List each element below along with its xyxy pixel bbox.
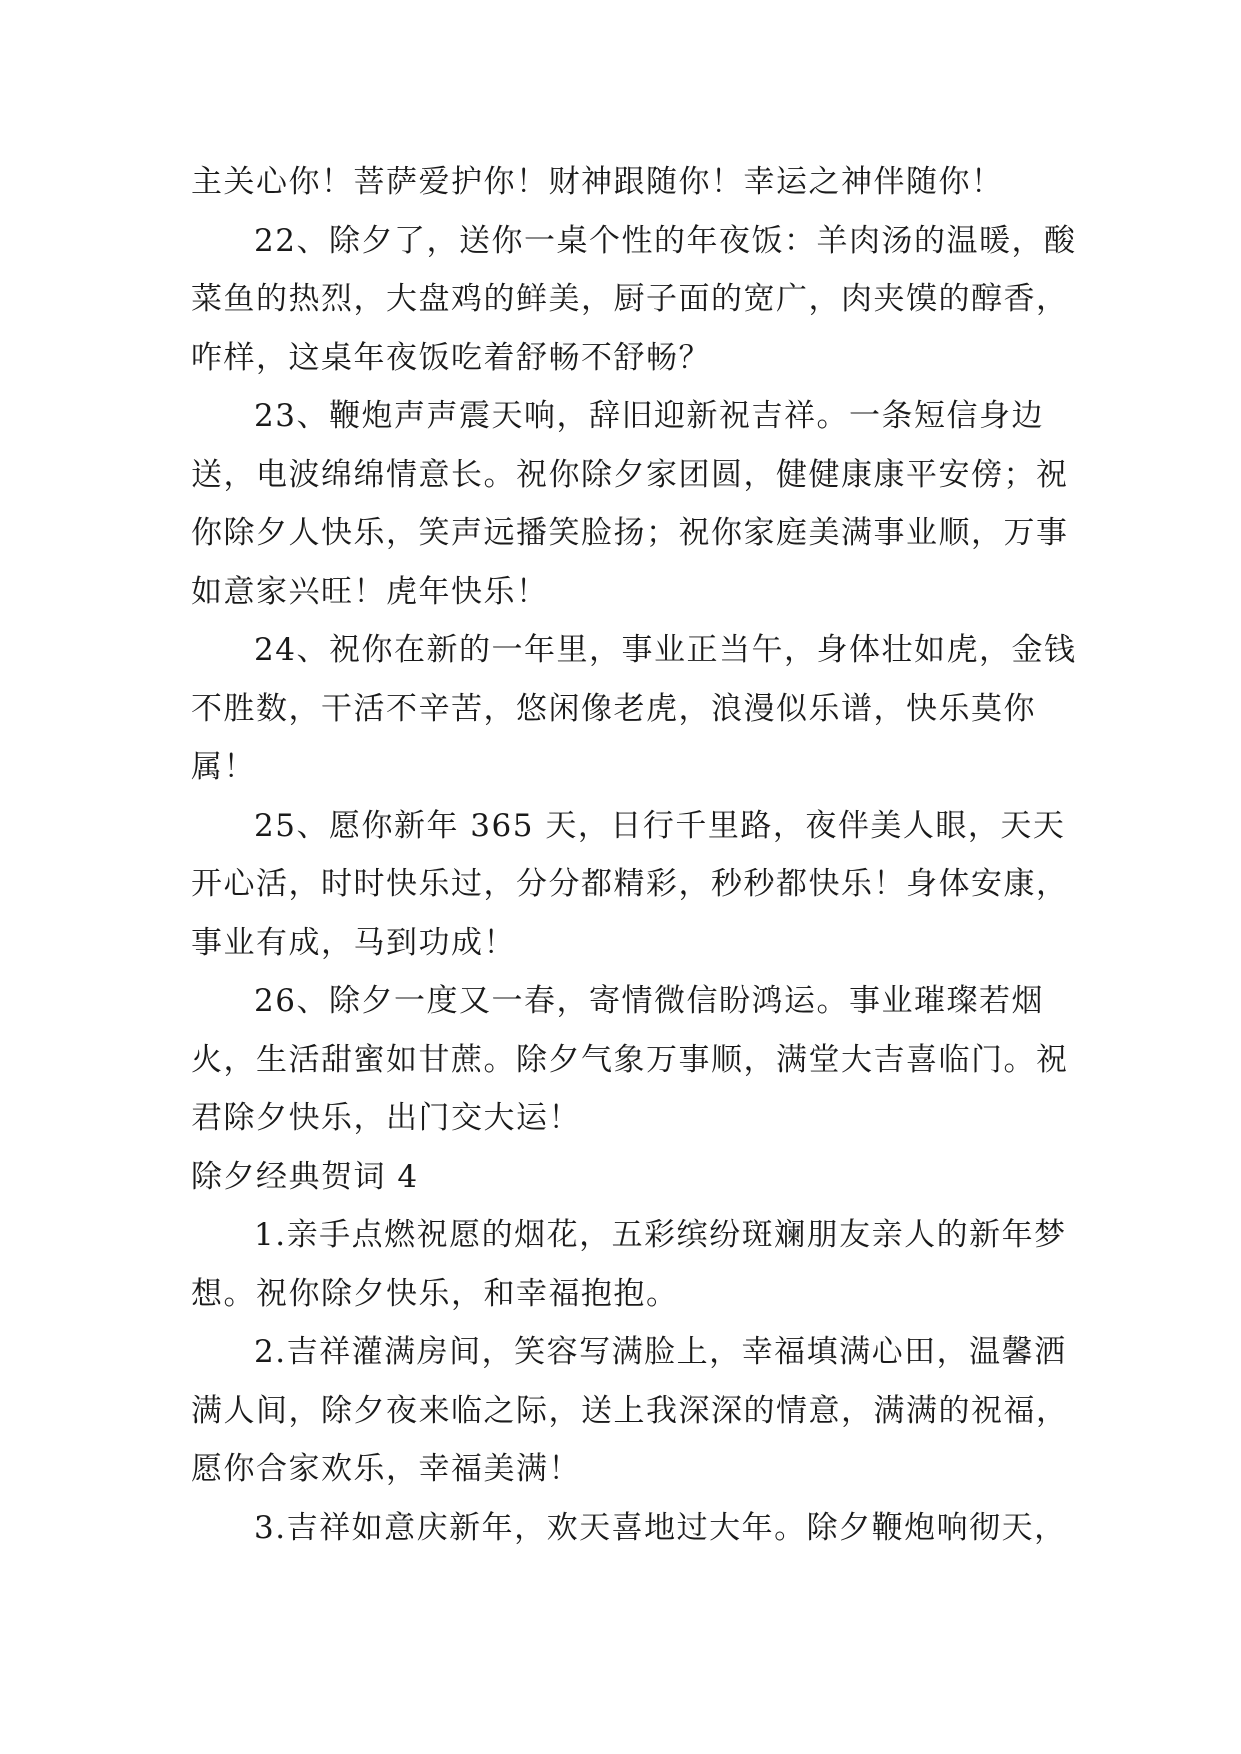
paragraph-item-25: 25、愿你新年 365 天，日行千里路，夜伴美人眼，天天开心活，时时快乐过，分分都精彩，秒秒都快乐！身体安康，事业有成，马到功成！ bbox=[191, 807, 1069, 961]
paragraph-item-2: 2.吉祥灌满房间，笑容写满脸上，幸福填满心田，温馨洒满人间，除夕夜来临之际，送上我深深的情意，满满的祝福，愿你合家欢乐，幸福美满！ bbox=[191, 1334, 1069, 1487]
paragraph-item-22: 22、除夕了，送你一桌个性的年夜饭：羊肉汤的温暖，酸菜鱼的热烈，大盘鸡的鲜美，厨子面的宽广，肉夹馍的醇香，咋样，这桌年夜饭吃着舒畅不舒畅？ bbox=[191, 222, 1077, 376]
paragraph-item-26: 26、除夕一度又一春，寄情微信盼鸿运。事业璀璨若烟火，生活甜蜜如甘蔗。除夕气象万事顺，满堂大吉喜临门。祝君除夕快乐，出门交大运！ bbox=[191, 983, 1069, 1136]
document-body bbox=[191, 153, 1081, 1557]
paragraph-item-3: 3.吉祥如意庆新年，欢天喜地过大年。除夕鞭炮响彻天， bbox=[254, 1509, 1067, 1546]
section-heading: 除夕经典贺词 4 bbox=[191, 1158, 419, 1195]
paragraph-item-23: 23、鞭炮声声震天响，辞旧迎新祝吉祥。一条短信身边送，电波绵绵情意长。祝你除夕家团圆，健健康康平安傍；祝你除夕人快乐，笑声远播笑脸扬；祝你家庭美满事业顺，万事如意家兴旺！虎年快乐！ bbox=[191, 398, 1069, 610]
paragraph-continuation: 主关心你！菩萨爱护你！财神跟随你！幸运之神伴随你！ bbox=[191, 164, 1004, 200]
paragraph-item-24: 24、祝你在新的一年里，事业正当午，身体壮如虎，金钱不胜数，干活不辛苦，悠闲像老虎，浪漫似乐谱，快乐莫你属！ bbox=[191, 632, 1077, 785]
paragraph-item-1: 1.亲手点燃祝愿的烟花，五彩缤纷斑斓朋友亲人的新年梦想。祝你除夕快乐，和幸福抱抱。 bbox=[191, 1217, 1067, 1312]
